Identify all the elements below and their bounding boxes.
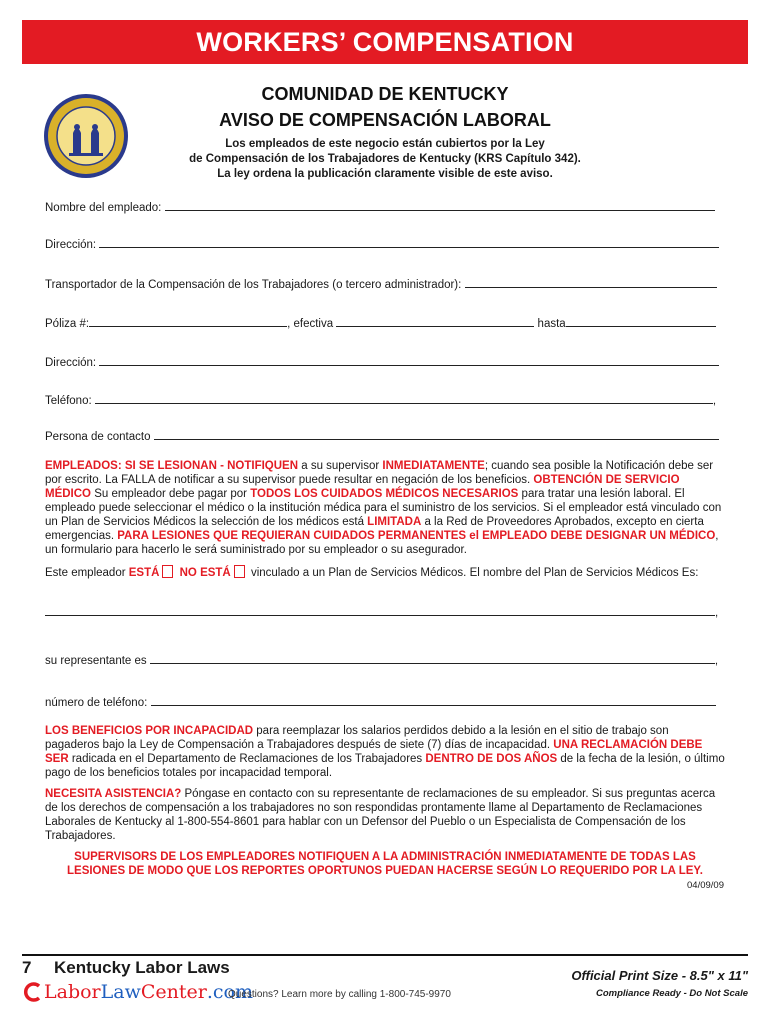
employees-notice: EMPLEADOS: SI SE LESIONAN - NOTIFIQUEN a su supervisor INMEDIATAMENTE; cuando sea posible la Notificación debe ser por escrito. La FALLA de notificar a su supervisor puede resultar en negación de los beneficios. OBTENCIÓN DE SERVICIO MÉDICO Su empleador debe pagar por TODOS LOS CUIDADOS MÉDICOS NECESARIOS para tratar una lesión laboral. El empleado puede seleccionar el médico o la institución médica para el suministro de los servicios. Si el empleador está vinculado con un Plan de Servicios Médicos la selección de los médicos está LIMITADA a la Red de Proveedores Aprobados, excepto en cierta emergencias. PARA LESIONES QUE REQUIERAN CUIDADOS PERMANENTES el EMPLEADO DEBE DESIGNAR UN MÉDICO, un formulario para hacerlo le será suministrado por su empleador o su asegurador. <box>45 460 722 556</box>
no-esta-label: NO ESTÁ <box>179 567 231 579</box>
supervisors-notice: SUPERVISORS DE LOS EMPLEADORES NOTIFIQUEN A LA ADMINISTRACIÓN INMEDIATAMENTE DE TODAS LAS LESIONES DE MODO QUE LOS REPORTES OPORTUNOS PUEDAN HACERSE SEGÚN LO REQUERIDO POR LA LEY. <box>67 851 703 877</box>
title-line-2: AVISO DE COMPENSACIÓN LABORAL <box>219 110 551 130</box>
footer-title: Kentucky Labor Laws <box>54 958 230 977</box>
address-field-2[interactable]: Dirección: <box>45 354 725 370</box>
policy-field[interactable]: Póliza #: , efectiva hasta <box>45 315 725 331</box>
logo-c-icon <box>22 981 44 1003</box>
carrier-field[interactable]: Transportador de la Compensación de los Trabajadores (o tercero administrador): <box>45 276 725 292</box>
phone-number-field[interactable]: número de teléfono: <box>45 694 725 710</box>
title-line-1: COMUNIDAD DE KENTUCKY <box>261 84 509 104</box>
plan-name-field[interactable]: , <box>45 604 725 620</box>
page-number: 7 <box>22 958 32 977</box>
banner-title: WORKERS’ COMPENSATION <box>22 20 748 64</box>
medical-plan-choice: Este empleador ESTÁ NO ESTÁ vinculado a un Plan de Servicios Médicos. El nombre del Plan de Servicios Médicos Es: <box>45 567 699 579</box>
laborlawcenter-logo[interactable]: Labor Law Center .com <box>22 980 253 1004</box>
contact-person-field[interactable]: Persona de contacto <box>45 428 725 444</box>
assistance-notice: NECESITA ASISTENCIA? Póngase en contacto con su representante de reclamaciones de su empleador. Si sus preguntas acerca de los derechos de compensación a los trabajadores no son respondidas prontamente llame al Departamento de Reclamaciones Laborales de Kentucky al 1-800-554-8601 para hablar con un Defensor del Pueblo o un Especialista de Compensación de los Trabajadores. <box>45 788 716 842</box>
esta-checkbox[interactable] <box>162 565 173 578</box>
no-esta-checkbox[interactable] <box>234 565 245 578</box>
address-field-1[interactable]: Dirección: <box>45 236 725 252</box>
compliance-note: Compliance Ready - Do Not Scale <box>595 988 748 999</box>
representative-field[interactable]: su representante es , <box>45 652 725 668</box>
esta-label: ESTÁ <box>128 567 160 579</box>
questions-text: Questions? Learn more by calling 1-800-745-9970 <box>228 989 451 1000</box>
employee-name-field[interactable]: Nombre del empleado: <box>45 199 725 215</box>
intro-text: Los empleados de este negocio están cubiertos por la Ley de Compensación de los Trabajadores de Kentucky (KRS Capítulo 342). La ley ordena la publicación claramente visible de este aviso. <box>189 138 581 180</box>
print-size: Official Print Size - 8.5" x 11" <box>571 968 748 983</box>
benefits-notice: LOS BENEFICIOS POR INCAPACIDAD para reemplazar los salarios perdidos debido a la lesión en el sitio de trabajo son pagaderos bajo la Ley de Compensación a Trabajadores después de siete (7) días de incapacidad. UNA RECLAMACIÓN DEBE SER radicada en el Departamento de Reclamaciones de los Trabajadores DENTRO DE DOS AÑOS de la fecha de la lesión, o último pago de los beneficios totales por incapacidad temporal. <box>45 725 725 779</box>
revision-date: 04/09/09 <box>687 880 724 891</box>
footer-divider <box>22 954 748 956</box>
phone-field[interactable]: Teléfono: , <box>45 392 725 408</box>
kentucky-seal-icon <box>43 93 129 179</box>
